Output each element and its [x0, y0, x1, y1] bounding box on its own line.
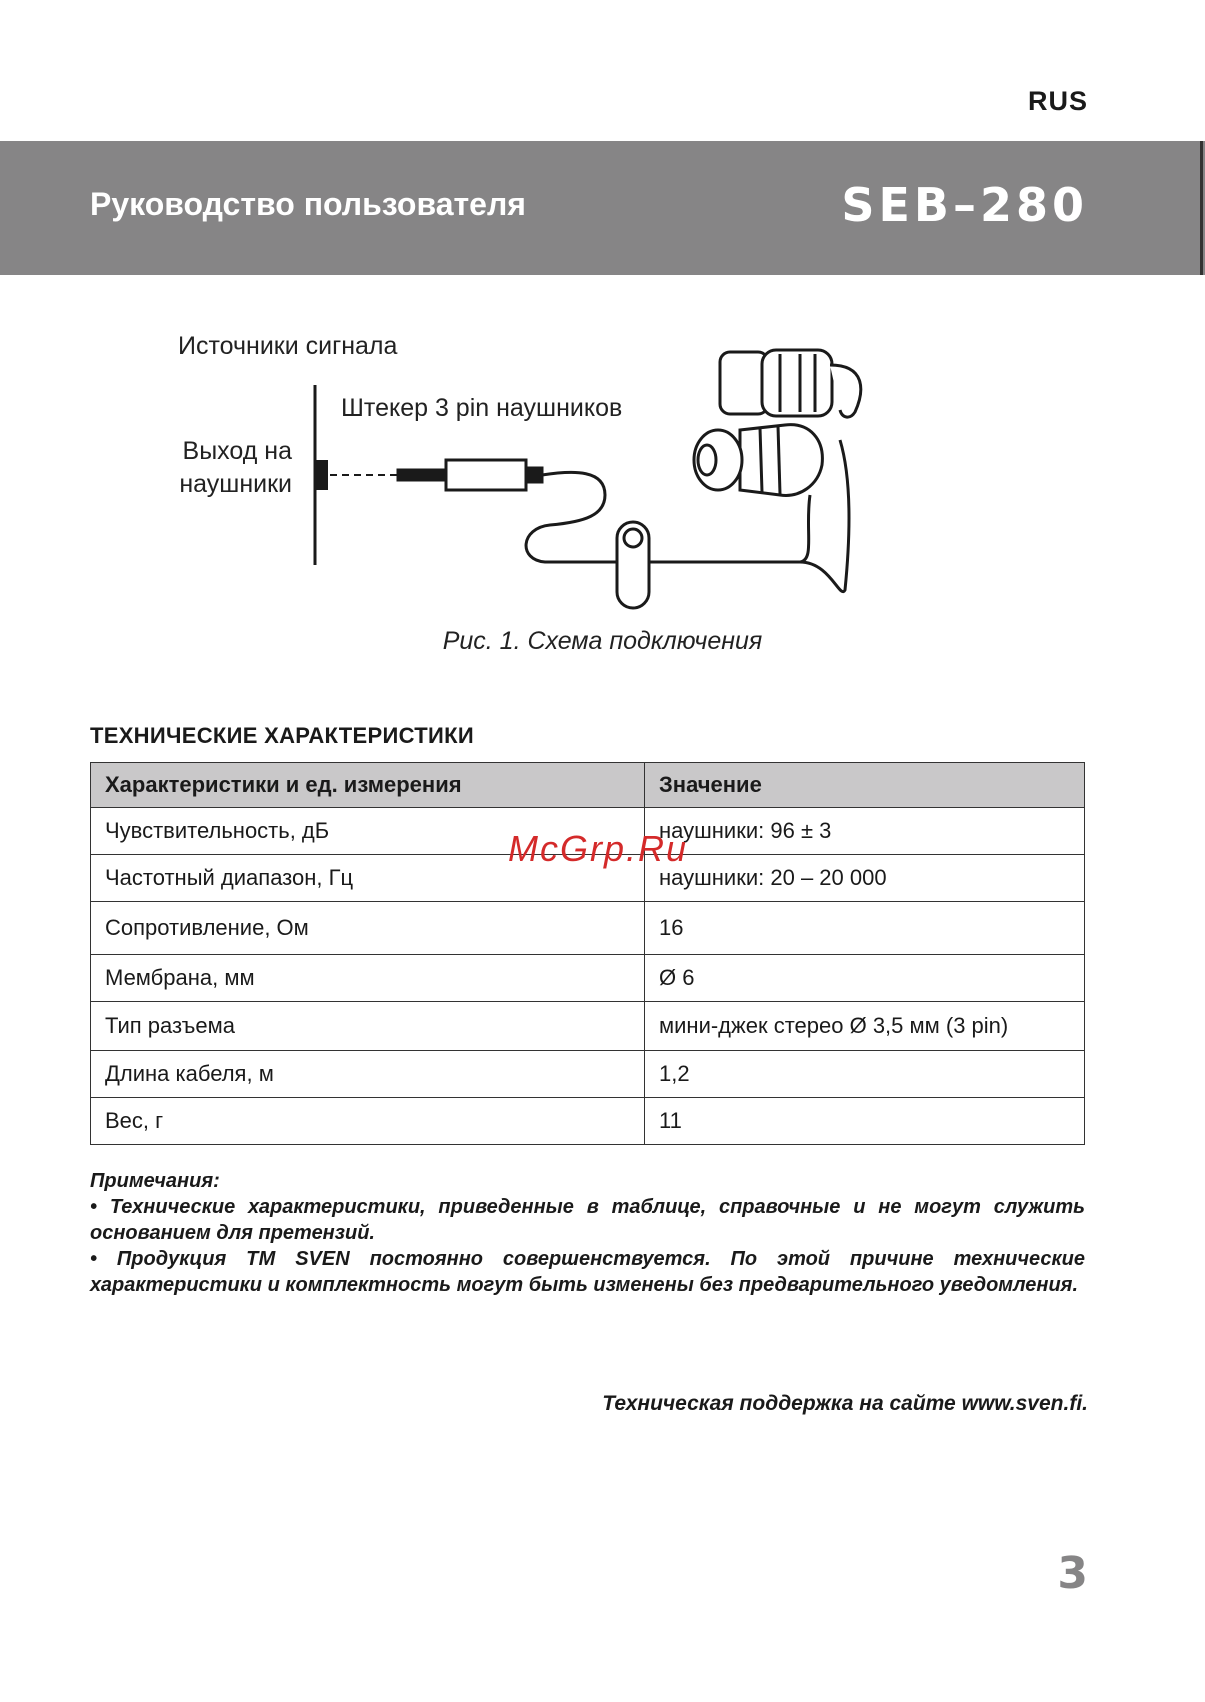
- table-row: [91, 902, 1085, 955]
- param-cell: Длина кабеля, м: [91, 1051, 645, 1098]
- earbud-icon-front: [694, 425, 822, 496]
- table-row: [91, 955, 1085, 1002]
- column-header-parameter: Характеристики и ед. измерения: [91, 763, 645, 808]
- connection-diagram: [0, 300, 1205, 630]
- notes-title: Примечания:: [90, 1170, 220, 1192]
- notes: [90, 1168, 1085, 1298]
- page-number: 3: [1057, 1548, 1088, 1599]
- value-cell: наушники: 20 – 20 000: [645, 855, 1085, 902]
- note-item: • Технические характеристики, приведенные в таблице, справочные и не могут служить основанием для претензий.: [90, 1196, 1085, 1244]
- document-title: Руководство пользователя: [90, 186, 526, 222]
- param-cell: Мембрана, мм: [91, 955, 645, 1002]
- earbud-icon: [720, 350, 861, 417]
- figure-caption-text: Рис. 1. Схема подключения: [442, 627, 763, 655]
- language-label: RUS: [1027, 86, 1088, 116]
- value-cell: наушники: 96 ± 3: [645, 808, 1085, 855]
- value-cell: 16: [645, 902, 1085, 955]
- signal-source-label: Источники сигнала: [178, 332, 398, 360]
- figure-caption: [0, 627, 1205, 656]
- output-label-line1: Выход на: [182, 437, 292, 465]
- support-text: Техническая поддержка на сайте www.sven.fi.: [602, 1392, 1088, 1415]
- value-cell: 1,2: [645, 1051, 1085, 1098]
- table-row: [91, 1051, 1085, 1098]
- note-item: • Продукция ТМ SVEN постоянно совершенствуется. По этой причине технические характеристики и комплектность могут быть изменены без предварительного уведомления.: [90, 1248, 1085, 1296]
- watermark: McGrp.Ru: [508, 828, 689, 869]
- table-header-row: [91, 763, 1085, 808]
- audio-plug-icon: [398, 460, 542, 490]
- plug-label: Штекер 3 pin наушников: [341, 394, 623, 422]
- specs-heading: ТЕХНИЧЕСКИЕ ХАРАКТЕРИСТИКИ: [90, 723, 474, 748]
- value-cell: 11: [645, 1098, 1085, 1145]
- value-cell: Ø 6: [645, 955, 1085, 1002]
- device-panel-icon: [315, 385, 328, 565]
- table-row: [91, 1002, 1085, 1051]
- param-cell: Тип разъема: [91, 1002, 645, 1051]
- cable-clip-icon: [617, 522, 649, 608]
- table-row: [91, 1098, 1085, 1145]
- param-cell: Вес, г: [91, 1098, 645, 1145]
- specs-table: [90, 762, 1085, 1145]
- model-name: SEB–280: [841, 178, 1088, 232]
- param-cell: Частотный диапазон, Гц: [91, 855, 645, 902]
- column-header-value: Значение: [645, 763, 1085, 808]
- param-cell: Сопротивление, Ом: [91, 902, 645, 955]
- banner-edge: [1200, 141, 1203, 275]
- cable-branch: [800, 495, 810, 562]
- output-label-line2: наушники: [179, 470, 292, 498]
- param-cell: Чувствительность, дБ: [91, 808, 645, 855]
- value-cell: мини-джек стерео Ø 3,5 мм (3 pin): [645, 1002, 1085, 1051]
